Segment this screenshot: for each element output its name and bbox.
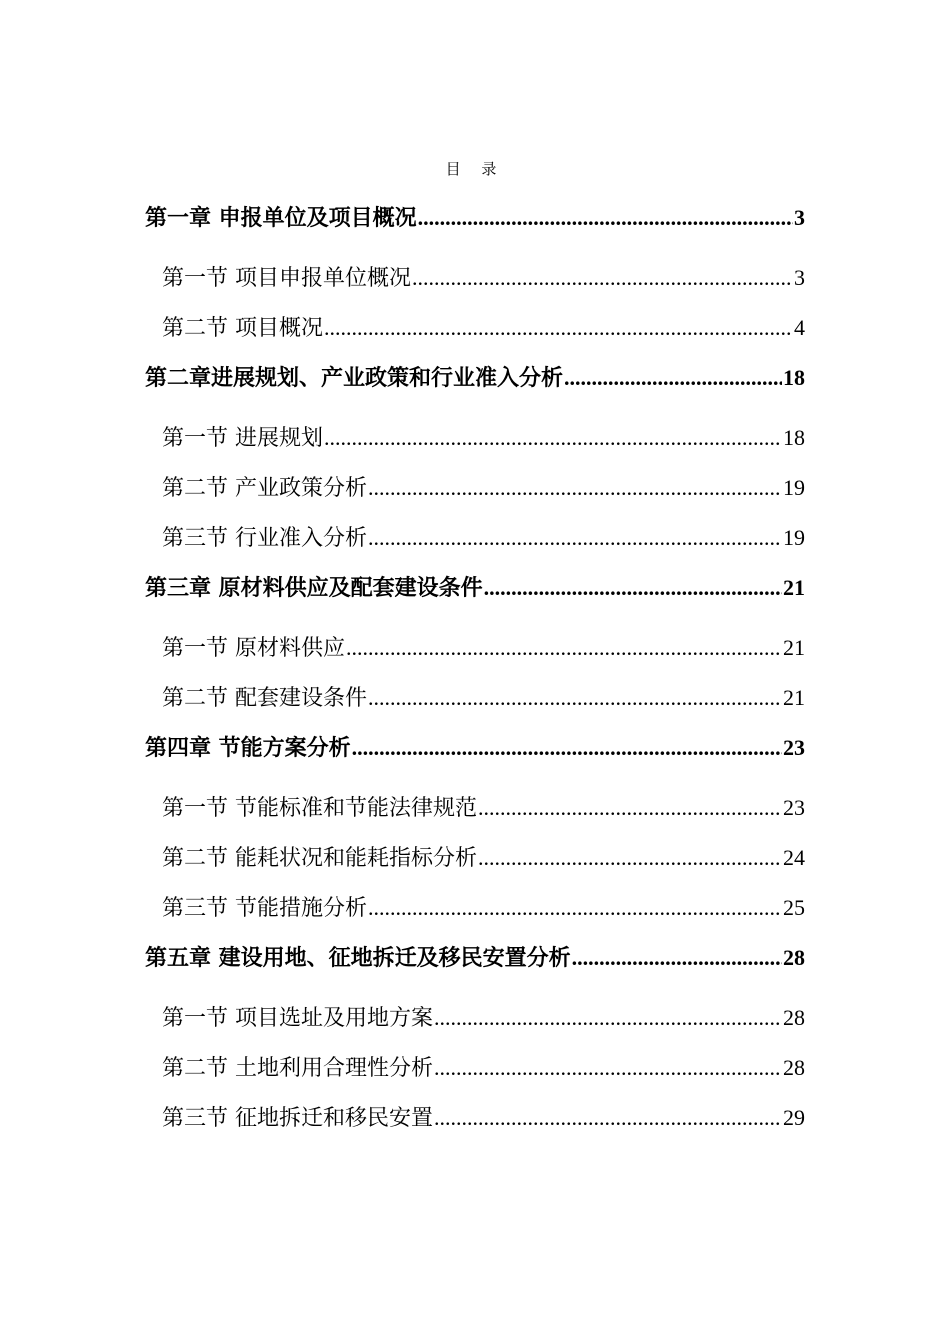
toc-page-number: 18 — [783, 365, 805, 390]
toc-page-number: 21 — [783, 685, 805, 710]
dot-leader — [478, 838, 782, 878]
toc-entry-label: 第二章进展规划、产业政策和行业准入分析 — [145, 366, 564, 391]
toc-chapter-5[interactable] — [145, 938, 805, 978]
toc-section-5-3[interactable] — [145, 1098, 805, 1148]
toc-page-number: 21 — [783, 575, 805, 600]
toc-entry-label: 第二节 能耗状况和能耗指标分析 — [162, 846, 477, 871]
toc-entry-label: 第三节 征地拆迁和移民安置 — [162, 1106, 433, 1131]
toc-section-5-2[interactable] — [145, 1048, 805, 1098]
dot-leader — [434, 1098, 782, 1138]
toc-section-1-1[interactable] — [145, 258, 805, 308]
toc-section-4-1[interactable] — [145, 788, 805, 838]
dot-leader — [368, 888, 782, 928]
toc-entry-label: 第一节 项目选址及用地方案 — [162, 1006, 433, 1031]
dot-leader — [352, 728, 782, 768]
dot-leader — [324, 418, 782, 458]
toc-chapter-1[interactable] — [145, 198, 805, 238]
toc-chapter-4[interactable] — [145, 728, 805, 768]
toc-entry-label: 第四章 节能方案分析 — [145, 736, 351, 761]
toc-entry-label: 第一节 进展规划 — [162, 426, 323, 451]
toc-entry-label: 第三章 原材料供应及配套建设条件 — [145, 576, 483, 601]
toc-entry-label: 第一节 原材料供应 — [162, 636, 345, 661]
dot-leader — [368, 468, 782, 508]
toc-page-number: 18 — [783, 425, 805, 450]
toc-list — [145, 198, 805, 1148]
toc-entry-label: 第二节 项目概况 — [162, 316, 323, 341]
toc-page-number: 19 — [783, 525, 805, 550]
toc-entry-label: 第二节 配套建设条件 — [162, 686, 367, 711]
toc-section-2-2[interactable] — [145, 468, 805, 518]
dot-leader — [572, 938, 782, 978]
toc-entry-label: 第三节 行业准入分析 — [162, 526, 367, 551]
dot-leader — [368, 678, 782, 718]
toc-page-number: 28 — [783, 945, 805, 970]
toc-entry-label: 第五章 建设用地、征地拆迁及移民安置分析 — [145, 946, 571, 971]
toc-page-number: 28 — [783, 1055, 805, 1080]
toc-chapter-3[interactable] — [145, 568, 805, 608]
dot-leader — [484, 568, 782, 608]
dot-leader — [324, 308, 793, 348]
toc-section-4-3[interactable] — [145, 888, 805, 938]
dot-leader — [564, 358, 782, 398]
dot-leader — [346, 628, 782, 668]
toc-page-number: 29 — [783, 1105, 805, 1130]
toc-page-number: 25 — [783, 895, 805, 920]
toc-page-number: 23 — [783, 795, 805, 820]
toc-chapter-2[interactable] — [145, 358, 805, 398]
toc-page-number: 23 — [783, 735, 805, 760]
dot-leader — [434, 1048, 782, 1088]
toc-section-3-1[interactable] — [145, 628, 805, 678]
toc-entry-label: 第二节 产业政策分析 — [162, 476, 367, 501]
dot-leader — [412, 258, 793, 298]
toc-section-2-1[interactable] — [145, 418, 805, 468]
toc-section-3-2[interactable] — [145, 678, 805, 728]
dot-leader — [368, 518, 782, 558]
toc-section-5-1[interactable] — [145, 998, 805, 1048]
dot-leader — [418, 198, 793, 238]
toc-page-number: 19 — [783, 475, 805, 500]
toc-entry-label: 第一节 节能标准和节能法律规范 — [162, 796, 477, 821]
toc-entry-label: 第一节 项目申报单位概况 — [162, 266, 411, 291]
toc-page-number: 4 — [794, 315, 805, 340]
toc-page-number: 21 — [783, 635, 805, 660]
toc-page-number: 3 — [794, 205, 805, 230]
toc-page-number: 24 — [783, 845, 805, 870]
toc-page-number: 3 — [794, 265, 805, 290]
dot-leader — [478, 788, 782, 828]
toc-section-2-3[interactable] — [145, 518, 805, 568]
toc-section-4-2[interactable] — [145, 838, 805, 888]
toc-title: 目 录 — [445, 160, 505, 178]
toc-section-1-2[interactable] — [145, 308, 805, 358]
toc-page-number: 28 — [783, 1005, 805, 1030]
toc-entry-label: 第三节 节能措施分析 — [162, 896, 367, 921]
toc-entry-label: 第一章 申报单位及项目概况 — [145, 206, 417, 231]
dot-leader — [434, 998, 782, 1038]
toc-entry-label: 第二节 土地利用合理性分析 — [162, 1056, 433, 1081]
